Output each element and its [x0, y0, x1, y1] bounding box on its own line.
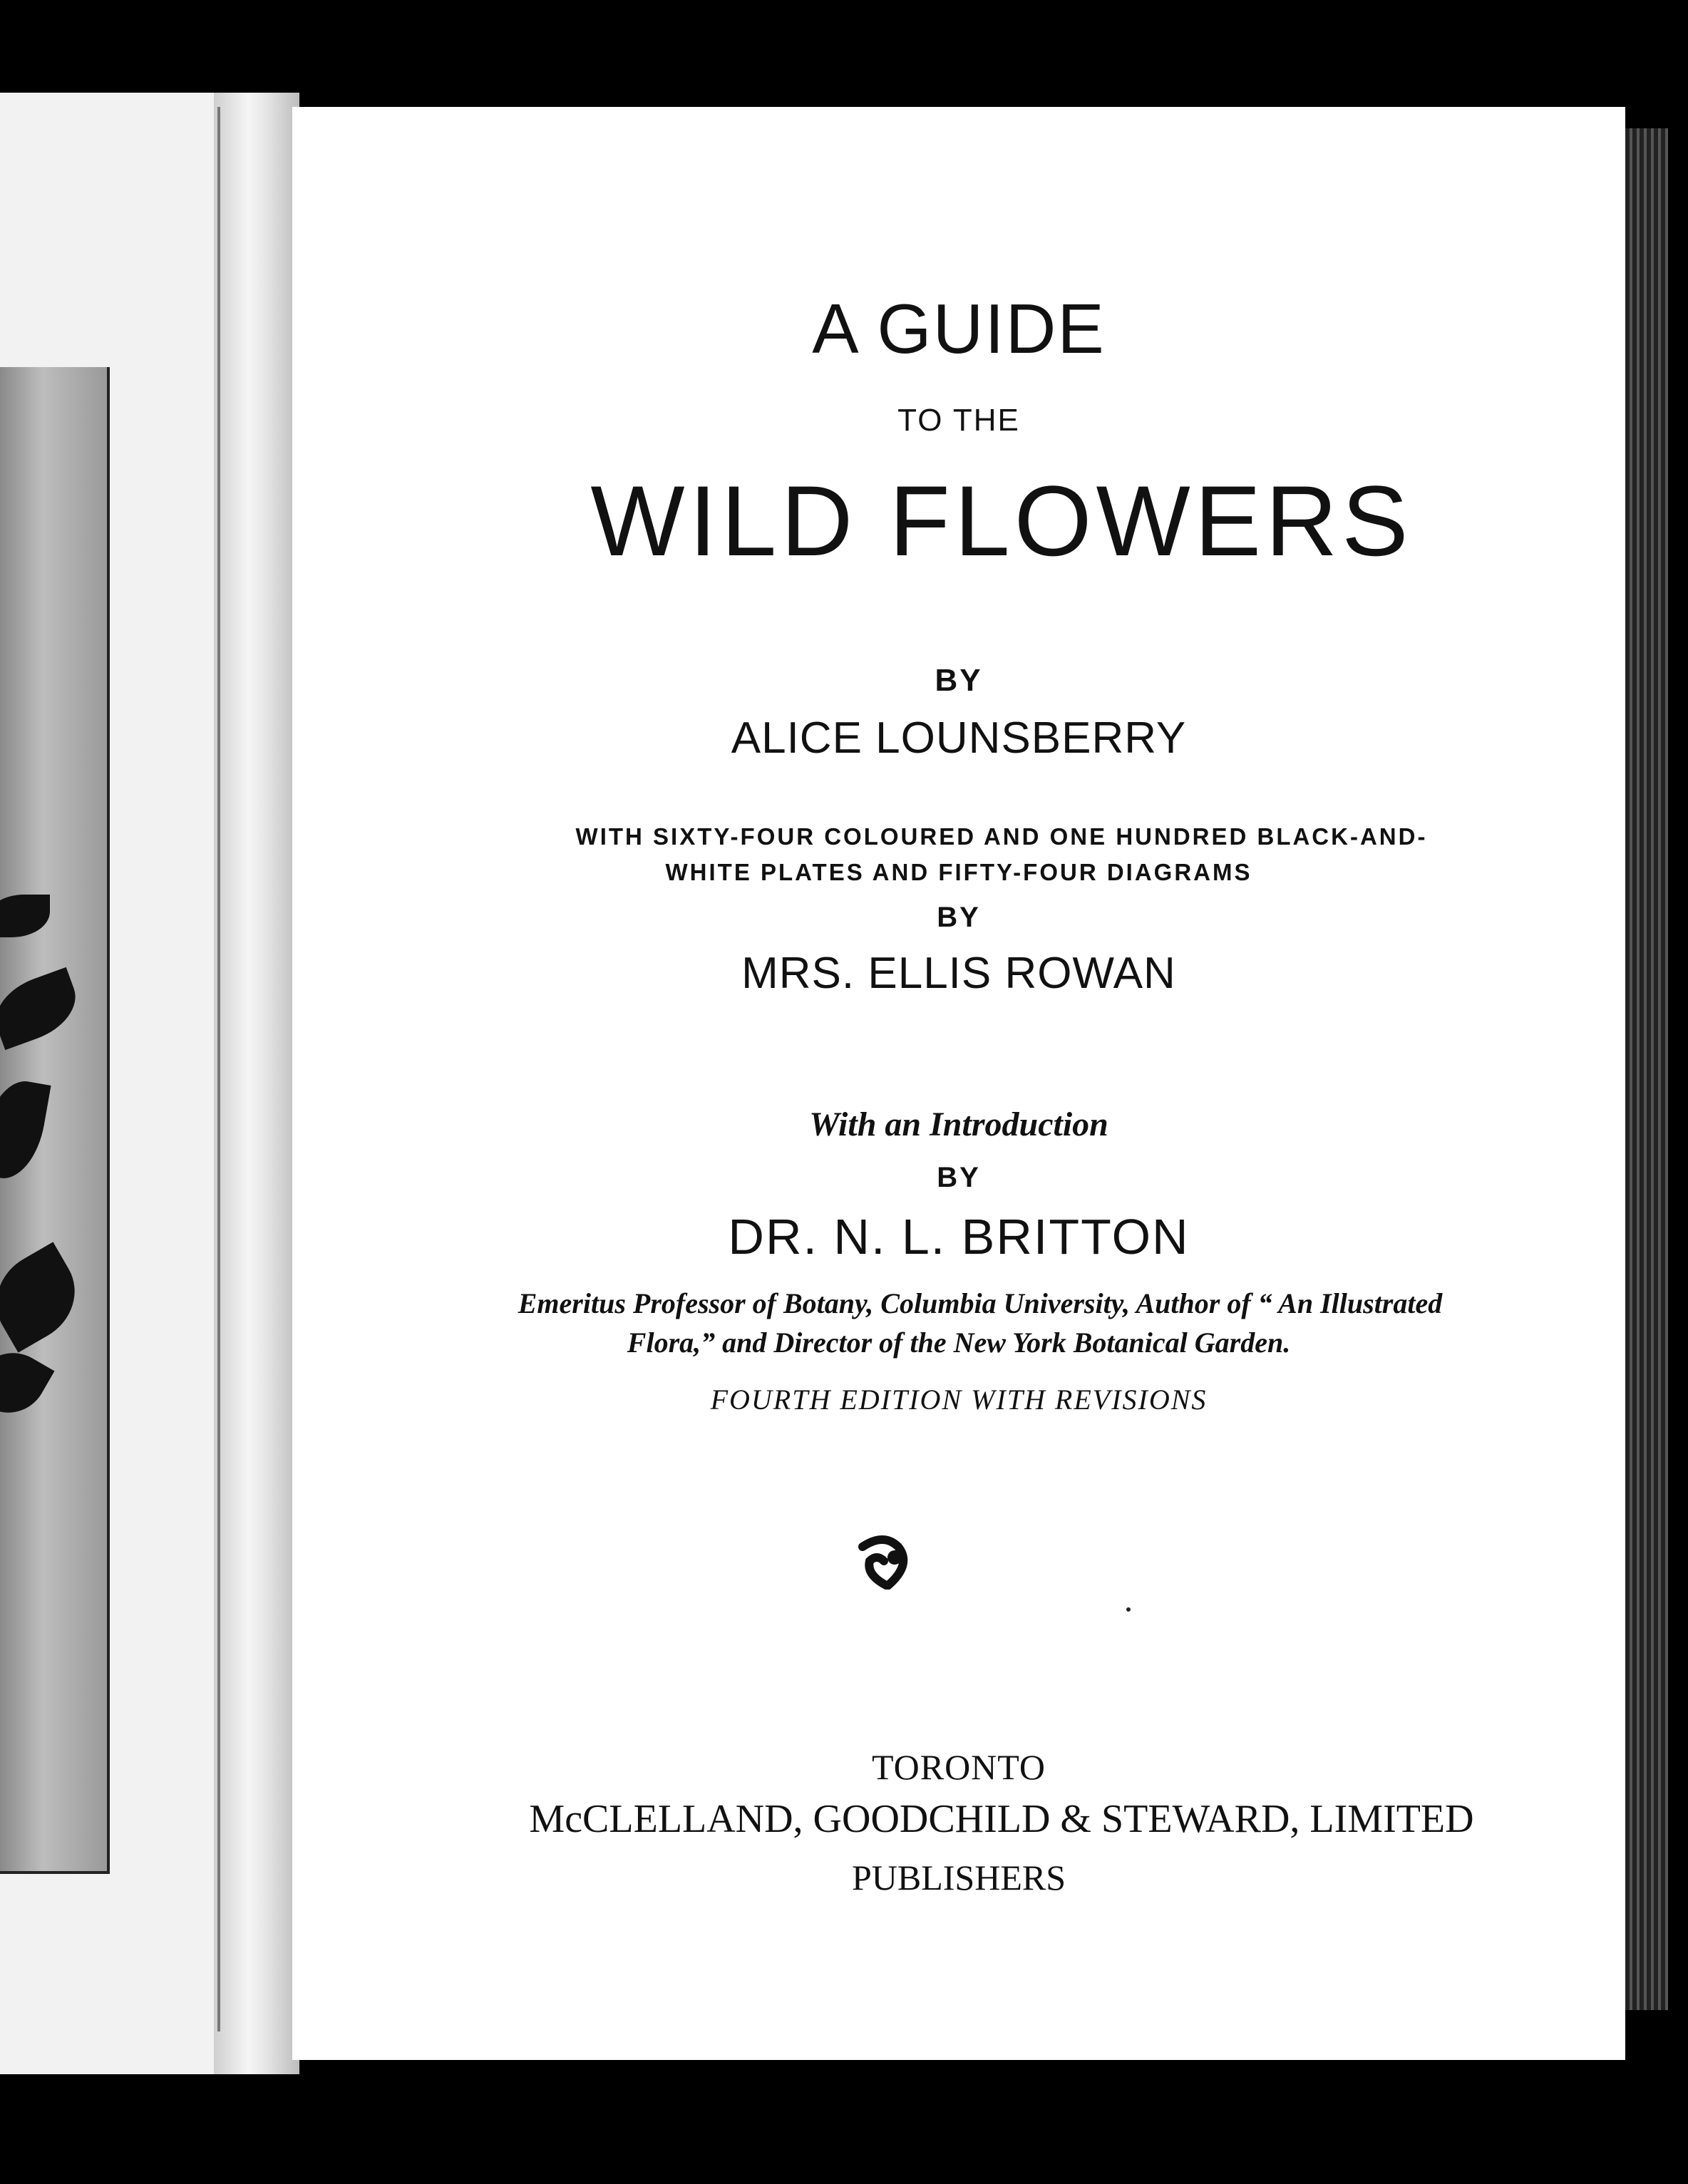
author-name: ALICE LOUNSBERRY	[731, 714, 1187, 763]
credentials-line-2: Flora,” and Director of the New York Botanical Garden.	[627, 1327, 1291, 1359]
plates-line-1: WITH SIXTY-FOUR COLOURED AND ONE HUNDRED BLACK-AND-	[575, 823, 1428, 850]
city-line: TORONTO	[871, 1747, 1046, 1787]
leaf-icon	[0, 1076, 51, 1184]
frontispiece-plate	[0, 367, 110, 1874]
publisher-role-line: PUBLISHERS	[851, 1858, 1066, 1897]
title-page	[292, 107, 1625, 2060]
leaf-icon	[0, 967, 86, 1050]
publisher-line: McCLELLAND, GOODCHILD & STEWARD, LIMITED	[529, 1797, 1474, 1841]
title-line-2: TO THE	[897, 403, 1020, 438]
title-line-1: A GUIDE	[812, 289, 1106, 368]
page-edges	[1618, 128, 1668, 2010]
ink-speck	[1126, 1607, 1131, 1612]
introducer-name: DR. N. L. BRITTON	[728, 1209, 1190, 1264]
by-line-3: BY	[937, 1162, 981, 1193]
leaf-icon	[0, 1339, 54, 1427]
frontispiece-page	[0, 93, 235, 2074]
plates-line-2: WHITE PLATES AND FIFTY-FOUR DIAGRAMS	[665, 859, 1252, 885]
by-line-1: BY	[935, 663, 983, 698]
leaf-icon	[0, 895, 50, 937]
leaf-icon	[0, 1242, 92, 1352]
edition-line: FOURTH EDITION WITH REVISIONS	[710, 1384, 1208, 1416]
binding-crease	[217, 107, 220, 2031]
introduction-line: With an Introduction	[809, 1106, 1108, 1143]
credentials-line-1: Emeritus Professor of Botany, Columbia University, Author of “ An Illustrated	[518, 1287, 1443, 1319]
title-line-3: WILD FLOWERS	[590, 465, 1413, 577]
illustrator-name: MRS. ELLIS ROWAN	[741, 949, 1176, 998]
printers-device-icon	[855, 1533, 912, 1590]
by-line-2: BY	[937, 902, 981, 933]
book-gutter	[214, 93, 299, 2074]
